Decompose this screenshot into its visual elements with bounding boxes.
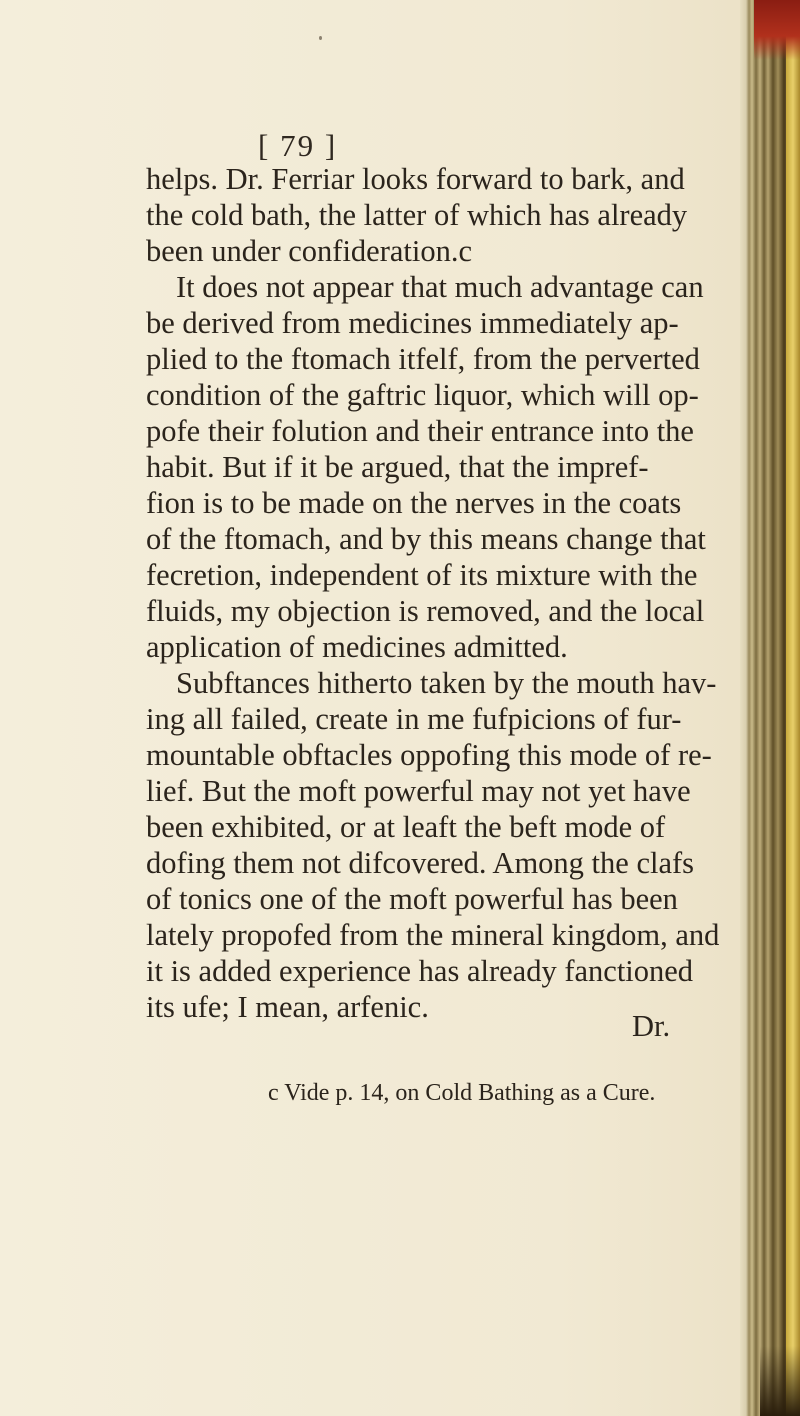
text-line: helps. Dr. Ferriar looks forward to bark, and <box>146 162 685 196</box>
text-line: its ufe; I mean, arfenic. <box>146 990 429 1024</box>
text-line: habit. But if it be argued, that the impref- <box>146 450 649 484</box>
footnote: c Vide p. 14, on Cold Bathing as a Cure. <box>268 1080 656 1106</box>
text-line: of the ftomach, and by this means change that <box>146 522 706 556</box>
text-line: fion is to be made on the nerves in the coats <box>146 486 682 520</box>
catchword: Dr. <box>632 1009 671 1043</box>
text-line: mountable obftacles oppofing this mode of re- <box>146 738 712 772</box>
text-line: application of medicines admitted. <box>146 630 568 664</box>
text-line: fecretion, independent of its mixture with the <box>146 558 698 592</box>
paper-speck <box>319 36 322 40</box>
text-line: the cold bath, the latter of which has already <box>146 198 688 232</box>
text-line: lately propofed from the mineral kingdom, and <box>146 918 720 952</box>
text-line: been exhibited, or at leaft the beft mode of <box>146 810 666 844</box>
text-line: lief. But the moft powerful may not yet have <box>146 774 691 808</box>
text-line: fluids, my objection is removed, and the local <box>146 594 705 628</box>
text-line: dofing them not difcovered. Among the clafs <box>146 846 695 880</box>
text-line: It does not appear that much advantage can <box>176 270 704 304</box>
spine-top-band <box>754 0 800 60</box>
text-line: of tonics one of the moft powerful has been <box>146 882 678 916</box>
text-line: be derived from medicines immediately ap- <box>146 306 679 340</box>
text-line: it is added experience has already fanctioned <box>146 954 694 988</box>
text-line: ing all failed, create in me fufpicions of fur- <box>146 702 682 736</box>
spine-gilt-edge <box>786 0 800 1416</box>
page-number-header: [ 79 ] <box>258 128 338 163</box>
text-line: plied to the ftomach itfelf, from the perverted <box>146 342 700 376</box>
text-line: condition of the gaftric liquor, which will op- <box>146 378 699 412</box>
text-line: Subftances hitherto taken by the mouth hav- <box>176 666 717 700</box>
spine-bottom-shadow <box>760 1346 800 1416</box>
text-line: pofe their folution and their entrance into the <box>146 414 694 448</box>
text-line: been under confideration.c <box>146 234 473 268</box>
